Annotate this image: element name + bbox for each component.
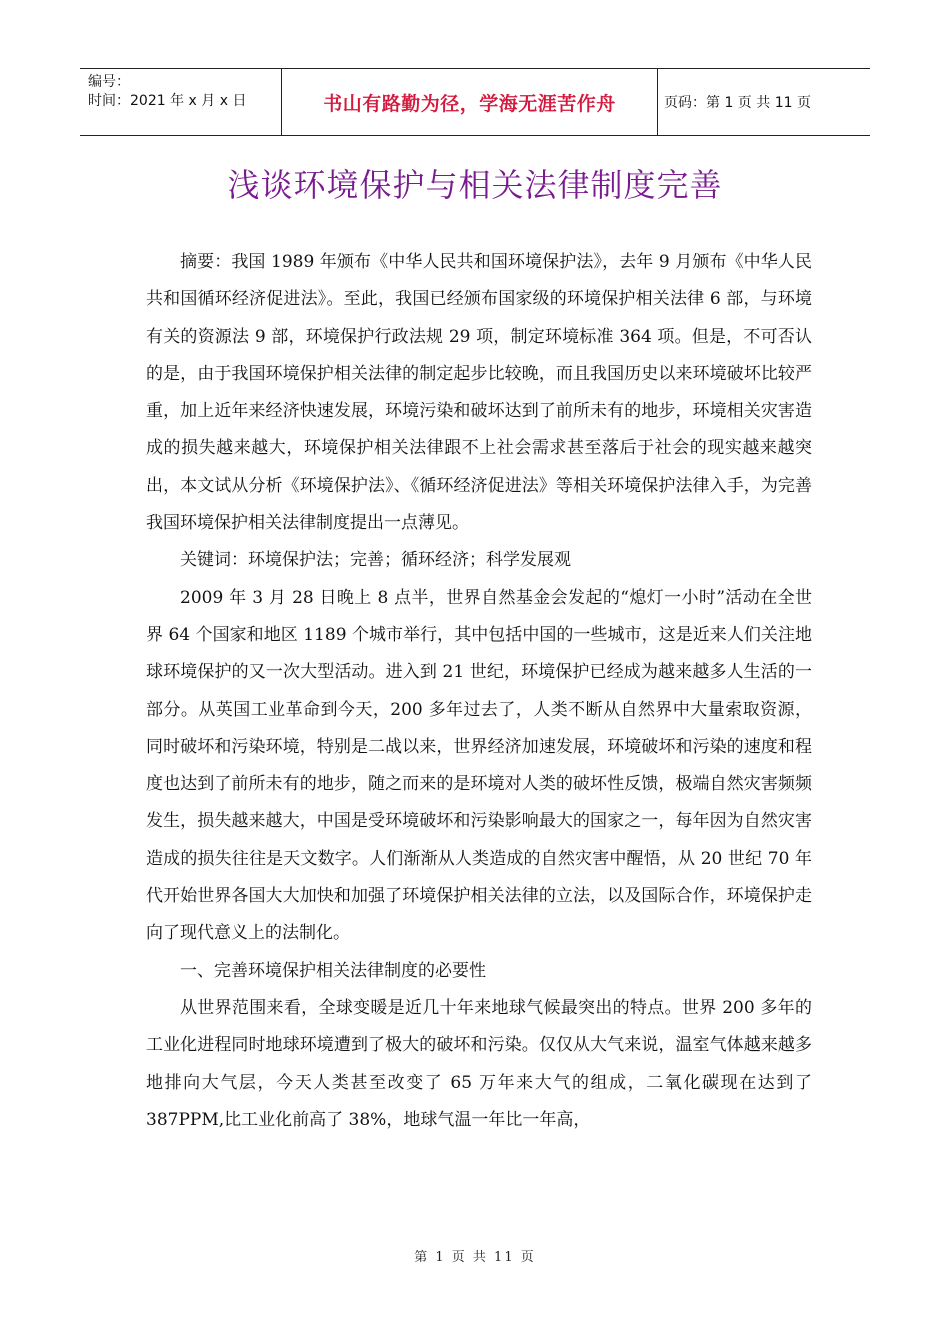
paragraph-section-1: 从世界范围来看，全球变暖是近几十年来地球气候最突出的特点。世界 200 多年的工业化进程同时地球环境遭到了极大的破坏和污染。仅仅从大气来说，温室气体越来越多地排向大气层，今天人类甚至改变了 65 万年来大气的组成，二氧化碳现在达到了 387PPM,比工业化前高了 38%，地球气温一年比一年高，: [146, 997, 812, 1130]
code-label: 编号：: [88, 74, 130, 90]
header-slogan: 书山有路勤为径，学海无涯苦作舟: [282, 69, 658, 135]
paragraph-intro: 2009 年 3 月 28 日晚上 8 点半，世界自然基金会发起的“熄灯一小时”活动在全世界 64 个国家和地区 1189 个城市举行，其中包括中国的一些城市，这是近来人们关注地球环境保护的又一次大型活动。进入到 21 世纪，环境保护已经成为越来越多人生活的一部分。从英国工业革命到今天，200 多年过去了，人类不断从自然界中大量索取资源，同时破坏和污染环境，特别是二战以来，世界经济加速发展，环境破坏和污染的速度和程度也达到了前所未有的地步，随之而来的是环境对人类的破坏性反馈，极端自然灾害频频发生，损失越来越大，中国是受环境破坏和污染影响最大的国家之一，每年因为自然灾害造成的损失往往是天文数字。人们渐渐从人类造成的自然灾害中醒悟，从 20 世纪 70 年代开始世界各国大大加快和加强了环境保护相关法律的立法，以及国际合作，环境保护走向了现代意义上的法制化。: [146, 587, 812, 944]
document-header: [80, 68, 870, 136]
header-page-info: 页码：第 1 页 共 11 页: [664, 95, 811, 111]
document-title: 浅谈环境保护与相关法律制度完善: [227, 166, 723, 204]
date-label: 时间：2021 年 x 月 x 日: [88, 93, 247, 109]
page-footer: 第 1 页 共 11 页: [414, 1250, 536, 1265]
header-meta: [80, 69, 282, 135]
paragraph-keywords: 关键词：环境保护法；完善；循环经济；科学发展观: [180, 550, 571, 571]
paragraph-abstract: 摘要：我国 1989 年颁布《中华人民共和国环境保护法》，去年 9 月颁布《中华人民共和国循环经济促进法》。至此，我国已经颁布国家级的环境保护相关法律 6 部，与环境有关的资源法 9 部，环境保护行政法规 29 项，制定环境标准 364 项。但是，不可否认的是，由于我国环境保护相关法律的制定起步比较晚，而且我国历史以来环境破坏比较严重，加上近年来经济快速发展，环境污染和破坏达到了前所未有的地步，环境相关灾害造成的损失越来越大，环境保护相关法律跟不上社会需求甚至落后于社会的现实越来越突出，本文试从分析《环境保护法》、《循环经济促进法》等相关环境保护法律入手，为完善我国环境保护相关法律制度提出一点薄见。: [146, 252, 812, 534]
document-body: [146, 244, 812, 1139]
section-heading-1: 一、完善环境保护相关法律制度的必要性: [180, 960, 486, 981]
